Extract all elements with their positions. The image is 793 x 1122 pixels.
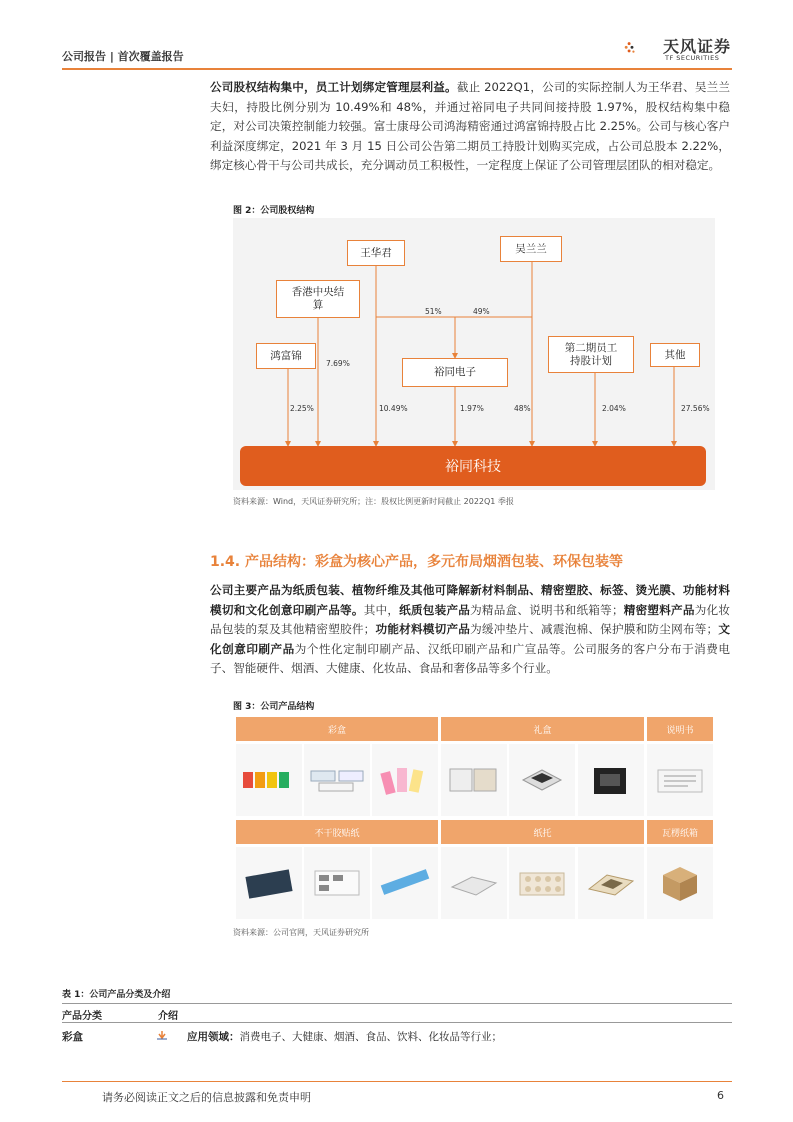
paper-packaging-term: 纸质包装产品 bbox=[399, 602, 471, 617]
die-cutting-term: 功能材料模切产品 bbox=[375, 622, 471, 636]
node-yutong-electronics: 裕同电子 bbox=[402, 358, 508, 387]
colorful-boxes-icon bbox=[377, 762, 433, 798]
pct-7-69: 7.69% bbox=[326, 359, 350, 368]
bullet-arrow-icon bbox=[157, 1031, 167, 1041]
ownership-text: 截止 2022Q1，公司的实际控制人为王华君、吴兰兰夫妇，持股比例分别为 10.49%和 48%，并通过裕同电子共同间接持股 1.97%，股权结构集中稳定，对公司决策控制能力较强。富士康母公司鸿海精密通过鸿富锦持股占比 2.25%。公司与核心客户利益深度绑定，2021 年 3 月 15 日公司公告第二期员工持股计划购买完成，占公司总股本 2.22%，绑定核心骨干与公司共成长，充分调动员工积极性，一定程度上保证了公司管理层团队的相对稳定。 bbox=[210, 80, 730, 172]
ownership-lead: 公司股权结构集中，员工计划绑定管理层利益。 bbox=[210, 80, 457, 94]
corrugated-box-icon bbox=[655, 861, 705, 905]
product-image bbox=[236, 847, 302, 919]
precision-plastic-term: 精密塑料产品 bbox=[623, 602, 695, 617]
pulp-tray-icon bbox=[583, 865, 639, 901]
header-divider bbox=[62, 68, 732, 70]
products-text-4: 为缓冲垫片、减震泡棉、保护膜和防尘网布等； bbox=[470, 622, 719, 636]
category-sticker-label: 不干胶贴纸 bbox=[236, 820, 438, 844]
pct-2-25: 2.25% bbox=[290, 404, 314, 413]
node-others: 其他 bbox=[650, 343, 700, 367]
footer-disclaimer: 请务必阅读正文之后的信息披露和免责申明 bbox=[102, 1091, 311, 1104]
footer-divider bbox=[62, 1081, 732, 1082]
products-lead: 公司主要产品为纸质包装、植物纤维及其他可降解新材料制品、精密塑胶、标签、烫光膜、功能材料模切和文化创意印刷产品等。 bbox=[210, 583, 730, 617]
premium-box-icon bbox=[586, 760, 636, 800]
product-image bbox=[304, 744, 370, 816]
section-heading: 1.4. 产品结构：彩盒为核心产品，多元布局烟酒包装、环保包装等 bbox=[210, 554, 623, 570]
product-image bbox=[578, 847, 644, 919]
pct-27-56: 27.56% bbox=[681, 404, 710, 413]
pct-49: 49% bbox=[473, 307, 490, 316]
figure3-source: 资料来源：公司官网，天风证券研究所 bbox=[233, 928, 369, 937]
dark-label-icon bbox=[241, 865, 297, 901]
product-image bbox=[509, 744, 575, 816]
blue-label-icon bbox=[377, 865, 433, 901]
table-row-category: 彩盒 bbox=[62, 1031, 83, 1043]
products-text-2: 为精品盒、说明书和纸箱等； bbox=[470, 602, 624, 617]
node-employee-stock-plan: 第二期员工持股计划 bbox=[548, 336, 634, 373]
figure3-title: 图 3：公司产品结构 bbox=[233, 702, 315, 712]
product-image bbox=[441, 744, 507, 816]
box-set-icon bbox=[309, 765, 365, 795]
table-col-category: 产品分类 bbox=[62, 1011, 102, 1022]
sticker-sheet-icon bbox=[309, 865, 365, 901]
product-image bbox=[441, 847, 507, 919]
node-wanghuajun: 王华君 bbox=[347, 240, 405, 266]
category-color-box: 彩盒 bbox=[236, 717, 438, 741]
color-box-icon bbox=[241, 768, 297, 792]
products-text-3: 为化妆品包装的泵及其他精密塑胶件； bbox=[210, 602, 730, 636]
product-image bbox=[372, 847, 438, 919]
pct-1-97: 1.97% bbox=[460, 404, 484, 413]
white-tray-icon bbox=[446, 865, 502, 901]
gift-album-icon bbox=[446, 763, 502, 797]
black-gift-box-icon bbox=[517, 760, 567, 800]
tf-securities-logo-icon bbox=[624, 26, 664, 70]
pct-2-04: 2.04% bbox=[602, 404, 626, 413]
figure2-title: 图 2：公司股权结构 bbox=[233, 206, 315, 216]
pct-51: 51% bbox=[425, 307, 442, 316]
product-image bbox=[236, 744, 302, 816]
figure2-source: 资料来源：Wind，天风证券研究所；注：股权比例更新时间截止 2022Q1 季报 bbox=[233, 497, 514, 506]
report-type-label: 公司报告 | 首次覆盖报告 bbox=[62, 50, 184, 63]
brand-name: 天风证券 bbox=[663, 37, 732, 56]
category-manual: 说明书 bbox=[647, 717, 713, 741]
brand-name-en: TF SECURITIES bbox=[665, 54, 720, 62]
product-image bbox=[372, 744, 438, 816]
pct-48: 48% bbox=[514, 404, 531, 413]
category-gift-box: 礼盒 bbox=[441, 717, 644, 741]
manual-booklet-icon bbox=[652, 762, 708, 798]
pct-10-49: 10.49% bbox=[379, 404, 408, 413]
product-structure-grid bbox=[233, 714, 715, 920]
product-image bbox=[578, 744, 644, 816]
product-image bbox=[304, 847, 370, 919]
cultural-printing-term: 文化创意印刷产品 bbox=[210, 622, 730, 656]
node-wulanlan: 吴兰兰 bbox=[500, 236, 562, 262]
ownership-paragraph bbox=[210, 78, 730, 176]
product-image bbox=[647, 847, 713, 919]
product-image bbox=[509, 847, 575, 919]
products-text-5: 为个性化定制印刷产品、汉纸印刷产品和广宣品等。公司服务的客户分布于消费电子、智能硬件、烟酒、大健康、化妆品、食品和奢侈品等多个行业。 bbox=[210, 641, 730, 675]
products-text-1: 其中， bbox=[363, 602, 400, 617]
table-col-description: 介绍 bbox=[158, 1011, 178, 1022]
product-image bbox=[647, 744, 713, 816]
page-number: 6 bbox=[717, 1089, 724, 1102]
products-paragraph bbox=[210, 581, 730, 679]
node-yutong-technology: 裕同科技 bbox=[240, 446, 706, 486]
node-hongfujin: 鸿富锦 bbox=[256, 343, 316, 369]
table-top-rule bbox=[62, 1003, 732, 1004]
application-field-text: 消费电子、大健康、烟酒、食品、饮料、化妆品等行业； bbox=[239, 1031, 502, 1043]
table-header-rule bbox=[62, 1022, 732, 1023]
egg-tray-icon bbox=[514, 865, 570, 901]
application-field-label: 应用领域： bbox=[187, 1031, 240, 1043]
category-paper-tray: 纸托 bbox=[441, 820, 644, 844]
table-row-description bbox=[187, 1029, 502, 1044]
category-corrugated-box: 瓦楞纸箱 bbox=[647, 820, 713, 844]
node-hkscc: 香港中央结算 bbox=[276, 280, 360, 318]
table1-title: 表 1：公司产品分类及介绍 bbox=[62, 990, 171, 1000]
